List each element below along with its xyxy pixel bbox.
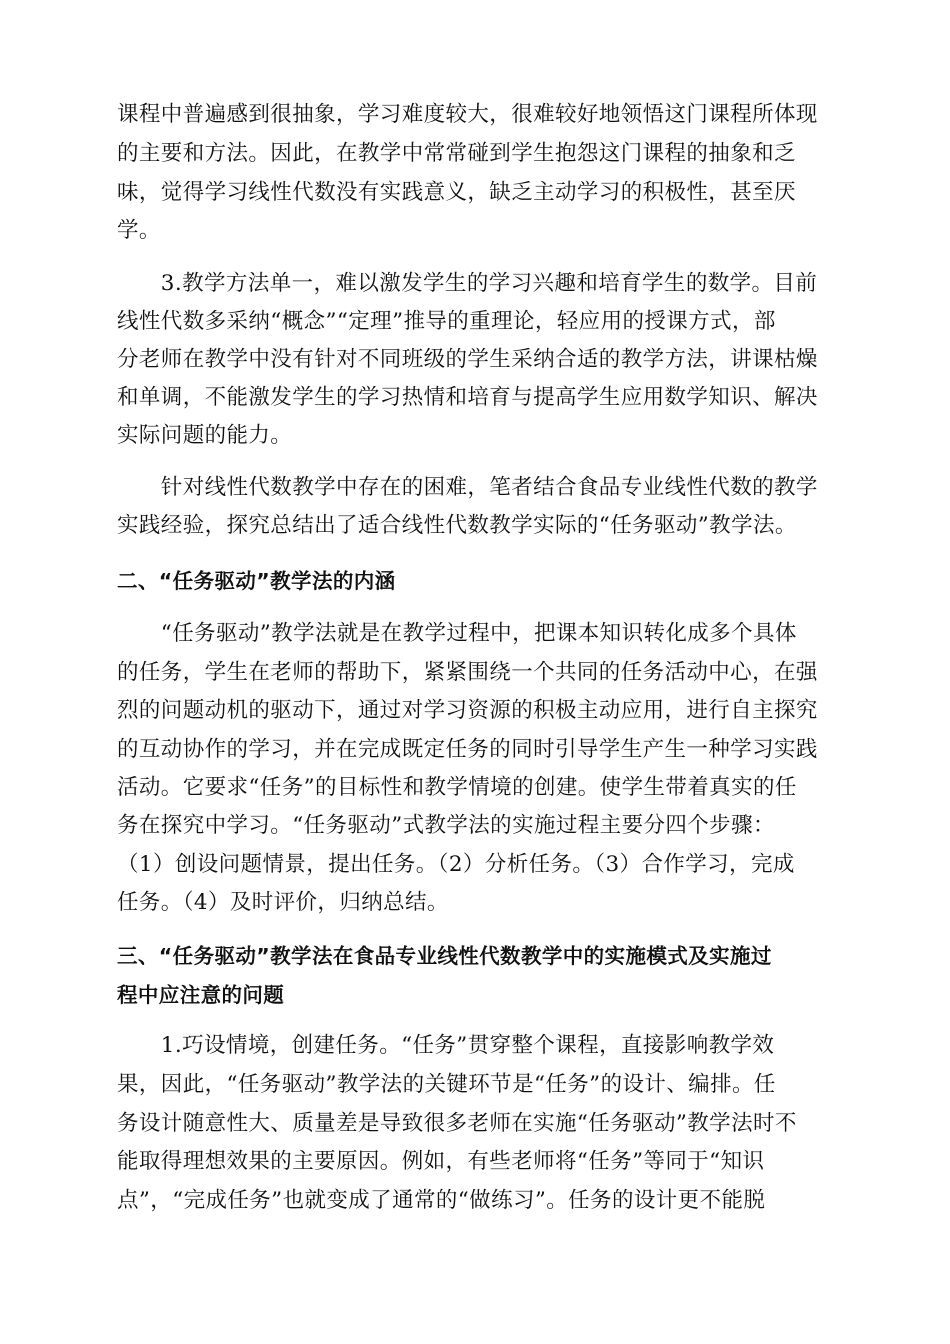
paragraph-line: 务设计随意性大、质量差是导致很多老师在实施“任务驱动”教学法时不 bbox=[117, 1111, 797, 1136]
paragraph-line: 的任务，学生在老师的帮助下，紧紧围绕一个共同的任务活动中心，在强 bbox=[117, 660, 818, 685]
paragraph-line: 点”，“完成任务”也就变成了通常的“做练习”。任务的设计更不能脱 bbox=[117, 1188, 766, 1213]
paragraph-line: 线性代数多采纳“概念”“定理”推导的重理论，轻应用的授课方式，部 bbox=[117, 309, 776, 334]
paragraph-line: 任务。（4）及时评价，归纳总结。 bbox=[117, 890, 449, 915]
paragraph-line: 果，因此，“任务驱动”教学法的关键环节是“任务”的设计、编排。任 bbox=[117, 1072, 776, 1097]
section-heading-line: 二、“任务驱动”教学法的内涵 bbox=[117, 569, 396, 593]
paragraph-line: 活动。它要求“任务”的目标性和教学情境的创建。使学生带着真实的任 bbox=[117, 775, 797, 800]
paragraph-line: 实际问题的能力。 bbox=[117, 423, 293, 448]
paragraph-line: 和单调，不能激发学生的学习热情和培育与提高学生应用数学知识、解决 bbox=[117, 385, 818, 410]
section-heading-line: 三、“任务驱动”教学法在食品专业线性代数教学中的实施模式及实施过 bbox=[117, 944, 772, 968]
paragraph-line: 课程中普遍感到很抽象，学习难度较大，很难较好地领悟这门课程所体现 bbox=[117, 102, 818, 127]
paragraph-line: 烈的问题动机的驱动下，通过对学习资源的积极主动应用，进行自主探究 bbox=[117, 698, 818, 723]
paragraph-line: 务在探究中学习。“任务驱动”式教学法的实施过程主要分四个步骤： bbox=[117, 813, 775, 838]
paragraph-line: 实践经验，探究总结出了适合线性代数教学实际的“任务驱动”教学法。 bbox=[117, 513, 797, 538]
paragraph-line: （1）创设问题情景，提出任务。（2）分析任务。（3）合作学习，完成 bbox=[117, 852, 795, 877]
paragraph-line: “任务驱动”教学法就是在教学过程中，把课本知识转化成多个具体 bbox=[117, 621, 797, 646]
section-heading-line: 程中应注意的问题 bbox=[117, 983, 285, 1007]
paragraph-line: 3.教学方法单一，难以激发学生的学习兴趣和培育学生的数学。目前 bbox=[117, 271, 818, 296]
paragraph-line: 学。 bbox=[117, 218, 161, 243]
paragraph-line: 的主要和方法。因此，在教学中常常碰到学生抱怨这门课程的抽象和乏 bbox=[117, 141, 796, 166]
paragraph-line: 的互动协作的学习，并在完成既定任务的同时引导学生产生一种学习实践 bbox=[117, 737, 818, 762]
paragraph-line: 分老师在教学中没有针对不同班级的学生采纳合适的教学方法，讲课枯燥 bbox=[117, 347, 818, 372]
paragraph-line: 味，觉得学习线性代数没有实践意义，缺乏主动学习的积极性，甚至厌 bbox=[117, 180, 796, 205]
paragraph-line: 1.巧设情境，创建任务。“任务”贯穿整个课程，直接影响教学效 bbox=[117, 1033, 775, 1058]
paragraph-line: 针对线性代数教学中存在的困难，笔者结合食品专业线性代数的教学 bbox=[117, 475, 818, 500]
paragraph-line: 能取得理想效果的主要原因。例如，有些老师将“任务”等同于“知识 bbox=[117, 1149, 765, 1174]
